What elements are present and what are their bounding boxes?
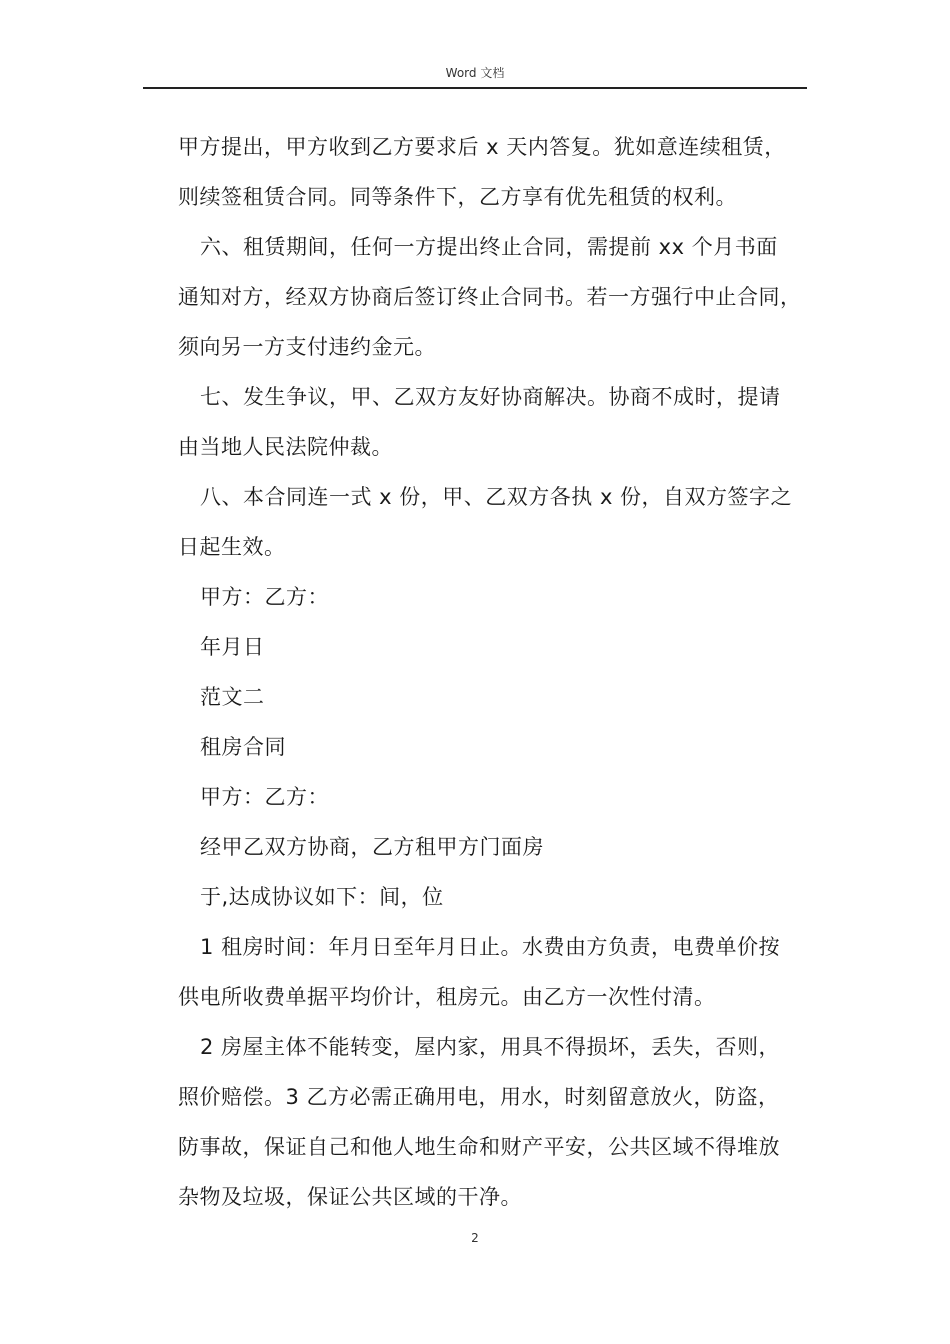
document-body — [178, 122, 828, 1222]
clause-six: 六、租赁期间，任何一方提出终止合同，需提前 xx 个月书面 — [200, 235, 778, 259]
text-line: 须向另一方支付违约金元。 — [178, 335, 436, 359]
page-number: 2 — [471, 1231, 479, 1245]
signature-parties: 甲方：乙方： — [200, 585, 329, 609]
text-line: 经甲乙双方协商，乙方租甲方门面房 — [200, 835, 544, 859]
text-line: 于,达成协议如下：间，位 — [200, 885, 444, 909]
signature-date: 年月日 — [200, 635, 265, 659]
contract-parties: 甲方：乙方： — [200, 785, 329, 809]
text-line: 则续签租赁合同。同等条件下，乙方享有优先租赁的权利。 — [178, 185, 737, 209]
text-line: 供电所收费单据平均价计，租房元。由乙方一次性付清。 — [178, 985, 716, 1009]
clause-seven: 七、发生争议，甲、乙双方友好协商解决。协商不成时，提请 — [200, 385, 781, 409]
text-line: 日起生效。 — [178, 535, 286, 559]
contract-title: 租房合同 — [200, 735, 286, 759]
text-line: 照价赔偿。3 乙方必需正确用电，用水，时刻留意放火，防盗， — [178, 1085, 780, 1109]
text-line: 防事故，保证自己和他人地生命和财产平安，公共区域不得堆放 — [178, 1135, 780, 1159]
page-header: Word 文档 — [445, 66, 505, 80]
clause-one: 1 租房时间：年月日至年月日止。水费由方负责，电费单价按 — [200, 935, 781, 959]
sample-heading: 范文二 — [200, 685, 265, 709]
clause-eight: 八、本合同连一式 x 份，甲、乙双方各执 x 份，自双方签字之 — [200, 485, 793, 509]
text-line: 通知对方，经双方协商后签订终止合同书。若一方强行中止合同， — [178, 285, 802, 309]
text-line: 杂物及垃圾，保证公共区域的干净。 — [178, 1185, 522, 1209]
clause-two: 2 房屋主体不能转变，屋内家，用具不得损坏，丢失，否则， — [200, 1035, 781, 1059]
text-line: 由当地人民法院仲裁。 — [178, 435, 393, 459]
header-divider — [143, 87, 807, 89]
text-line: 甲方提出，甲方收到乙方要求后 x 天内答复。犹如意连续租赁， — [178, 135, 786, 159]
